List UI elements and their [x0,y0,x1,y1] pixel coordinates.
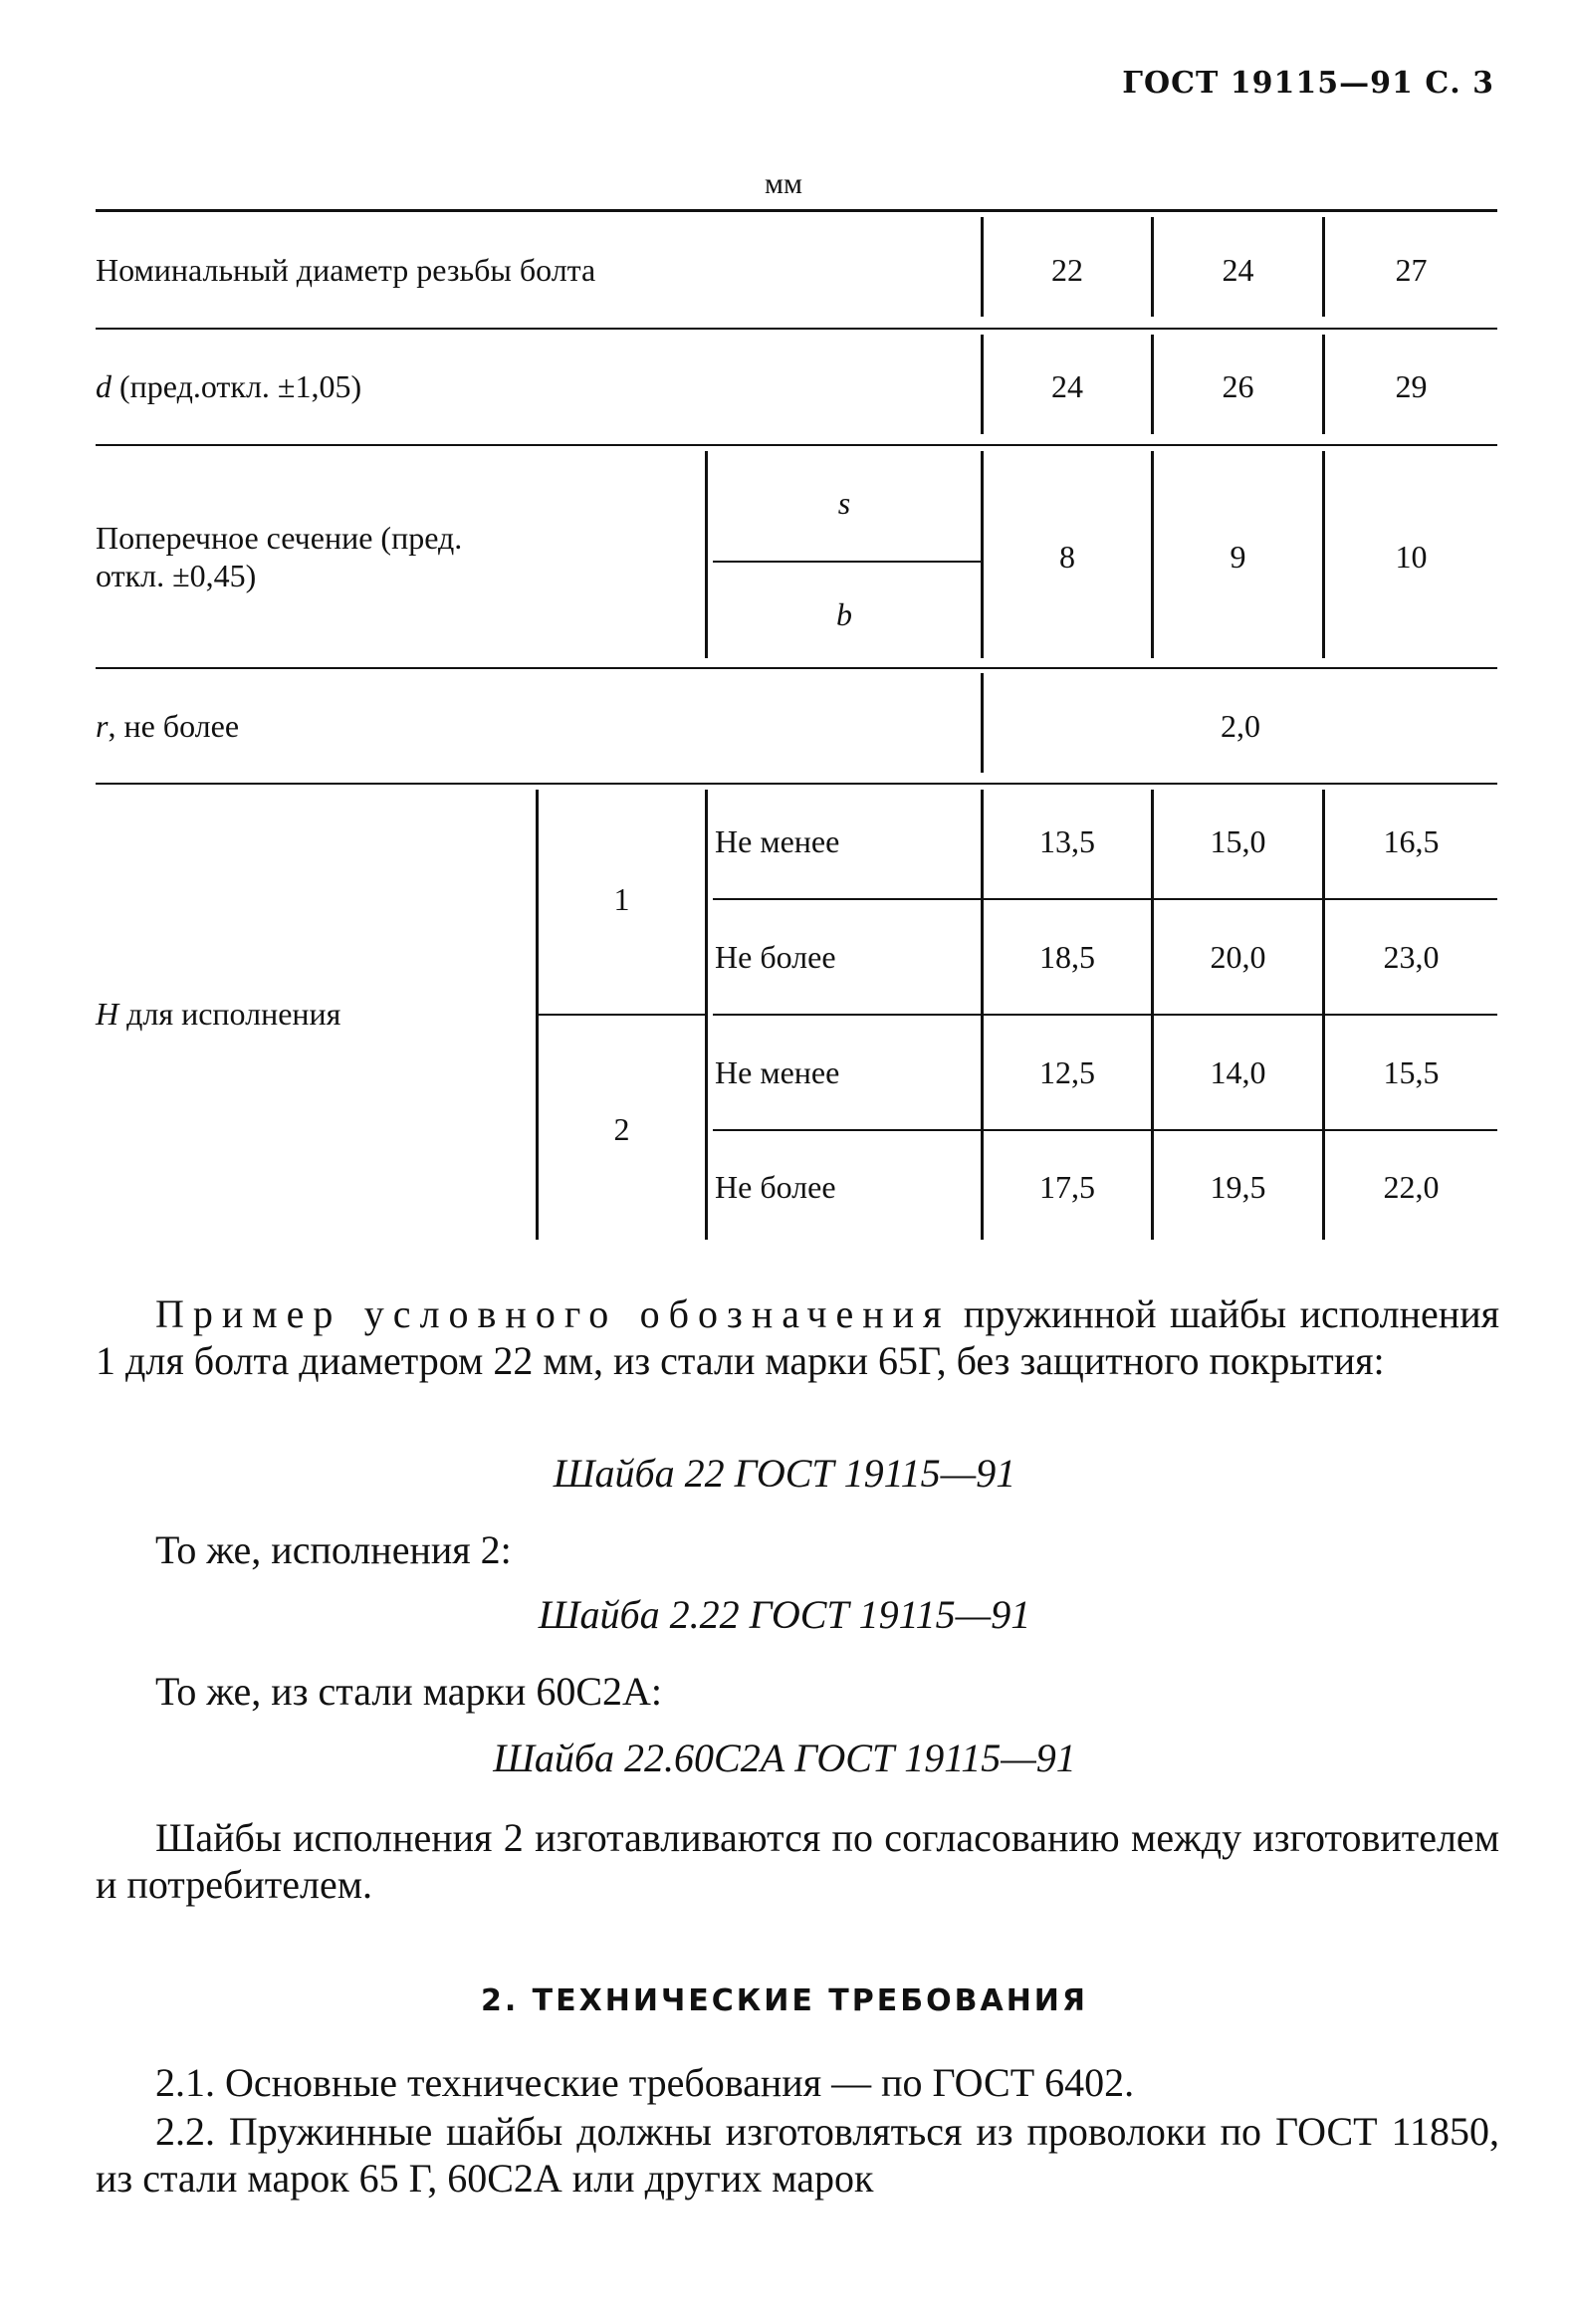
variant-1-max-label: Не более [715,938,836,975]
row-r-value: 2,0 [1221,707,1260,744]
variant-2-max-value-1: 17,5 [1039,1168,1095,1205]
row-section-value-1: 8 [1059,538,1075,575]
table-unit: мм [765,167,802,200]
row-r-rest: , не более [108,707,240,744]
page-header: ГОСТ 19115—91 С. 3 [1122,66,1494,101]
designation-example-1: Шайба 22 ГОСТ 19115—91 [553,1451,1016,1496]
row-h-label [96,785,524,1243]
clause-2-2: 2.2. Пружинные шайбы должны изготовляться из проволоки по ГОСТ 11850, из стали марок 65 Г, 60С2А или других марок [96,2109,1499,2201]
variant-2-min-label: Не менее [715,1053,840,1090]
row-d-value-3: 29 [1395,368,1428,404]
row-r-var: r [96,707,109,744]
variant-2-min-value-3: 15,5 [1383,1053,1440,1090]
variant-1-number: 1 [613,880,630,917]
variant-1-min-label: Не менее [715,822,840,859]
row-diameter-value-2: 24 [1222,251,1254,288]
same-steel: То же, из стали марки 60С2А: [155,1669,663,1714]
variant-2-max-value-3: 22,0 [1383,1168,1440,1205]
row-d-rest: (пред.откл. ±1,05) [112,368,362,404]
same-variant-2: То же, исполнения 2: [155,1527,512,1572]
designation-example-2: Шайба 2.22 ГОСТ 19115—91 [538,1592,1031,1637]
row-diameter-value-1: 22 [1051,251,1083,288]
variant-1-min-value-2: 15,0 [1210,822,1266,859]
row-d-var: d [96,368,112,404]
designation-example-3: Шайба 22.60С2А ГОСТ 19115—91 [493,1736,1076,1780]
variant-1-min-value-1: 13,5 [1039,822,1095,859]
row-h-var: H [96,995,119,1032]
example-paragraph [96,1290,1499,1384]
row-d-label [96,330,972,444]
variant-2-max-label: Не более [715,1168,836,1205]
row-diameter-value-3: 27 [1395,251,1428,288]
row-section-b: b [836,596,852,632]
section-title: 2. ТЕХНИЧЕСКИЕ ТРЕБОВАНИЯ [480,1983,1089,2018]
variant-1-min-value-3: 16,5 [1383,822,1440,859]
row-h-rest: для исполнения [118,995,341,1032]
row-section-label: Поперечное сечение (пред. откл. ±0,45) [96,520,463,593]
variant-1-max-value-2: 20,0 [1210,938,1266,975]
variant-note: Шайбы исполнения 2 изготавливаются по согласованию между изготовителем и потребителем. [96,1815,1499,1907]
variant-2-min-value-2: 14,0 [1210,1053,1266,1090]
variant-2-max-value-2: 19,5 [1210,1168,1266,1205]
example-rest: пружинной шайбы исполнения 1 для болта диаметром 22 мм, из стали марки 65Г, без защитного покрытия: [96,1291,1500,1383]
variant-1-max-value-1: 18,5 [1039,938,1095,975]
row-r-label [96,669,972,783]
row-section-value-3: 10 [1395,538,1428,575]
clause-2-1: 2.1. Основные технические требования — по ГОСТ 6402. [155,2060,1135,2105]
row-section-s: s [837,485,851,521]
row-section-value-2: 9 [1230,538,1246,575]
variant-1-max-value-3: 23,0 [1383,938,1440,975]
variant-2-min-value-1: 12,5 [1039,1053,1095,1090]
row-diameter-label: Номинальный диаметр резьбы болта [96,251,596,288]
row-d-value-1: 24 [1051,368,1083,404]
variant-2-number: 2 [613,1110,630,1147]
row-d-value-2: 26 [1222,368,1254,404]
example-spaced: Пример условного обозначения [155,1291,951,1336]
